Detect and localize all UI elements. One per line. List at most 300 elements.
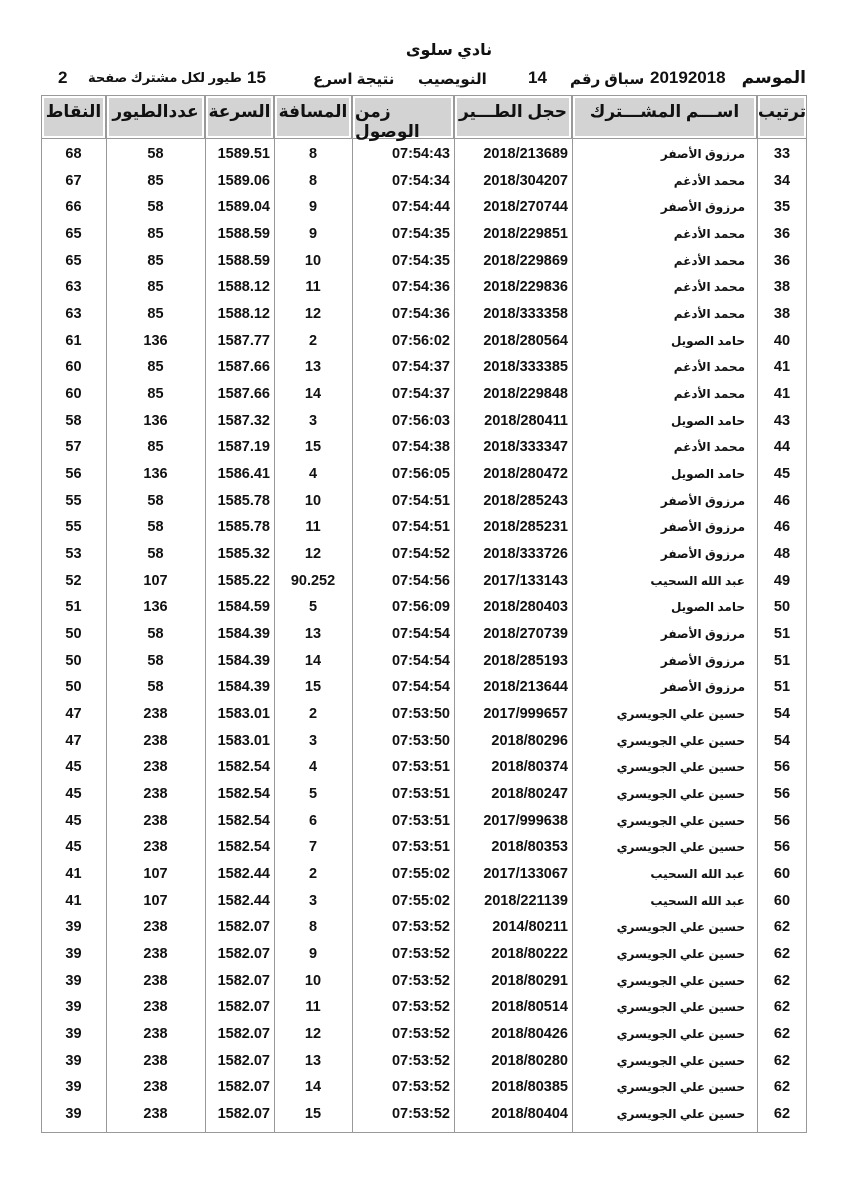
cell-speed: 1588.59: [217, 226, 270, 242]
cell-ring: 2018/80291: [491, 972, 568, 989]
cell-ring: 2018/280403: [483, 599, 568, 616]
cell-points: 45: [65, 759, 82, 776]
table-row: [41, 728, 807, 754]
cell-rank: 38: [773, 279, 791, 296]
cell-name: مرزوق الأصفر: [660, 147, 745, 161]
cell-ring: 2014/80211: [492, 919, 568, 936]
cell-name: عبد الله السحيب: [650, 867, 745, 882]
per-member-page-label: طيور لكل مشترك صفحة: [88, 70, 242, 85]
cell-ring: 2018/270739: [483, 626, 568, 643]
column-divider: [757, 139, 758, 1132]
cell-name: حامد الصويل: [670, 333, 745, 348]
cell-rank: 41: [773, 386, 791, 403]
table-row: [41, 994, 807, 1020]
race-location: النويصيب: [418, 71, 487, 88]
cell-speed: 1582.07: [217, 1106, 270, 1123]
cell-speed: 1582.07: [217, 1026, 270, 1043]
cell-name: محمد الأدغم: [673, 280, 745, 295]
cell-ring: 2018/333726: [483, 546, 568, 563]
cell-time: 07:54:51: [391, 492, 450, 509]
table-row: [41, 461, 807, 487]
cell-speed: 1584.39: [217, 626, 270, 643]
cell-birds: 58: [147, 679, 164, 696]
cell-points: 53: [65, 546, 82, 563]
cell-birds: 107: [143, 572, 168, 589]
cell-speed: 1582.44: [217, 892, 270, 909]
cell-distance: 11: [305, 519, 321, 536]
cell-rank: 62: [773, 919, 791, 936]
cell-name: محمد الأدغم: [673, 227, 745, 241]
cell-time: 07:55:02: [391, 892, 450, 909]
cell-ring: 2018/229869: [483, 252, 568, 269]
cell-points: 58: [65, 412, 82, 429]
cell-time: 07:56:09: [391, 599, 450, 616]
cell-ring: 2018/280411: [484, 412, 568, 429]
cell-birds: 107: [143, 866, 168, 883]
cell-distance: 8: [308, 172, 318, 189]
cell-speed: 1589.06: [217, 172, 270, 189]
header-time: [352, 95, 454, 139]
cell-distance: 9: [308, 199, 318, 216]
column-divider: [572, 139, 573, 1132]
cell-time: 07:54:51: [391, 519, 450, 536]
table-row: [41, 354, 807, 380]
cell-birds: 238: [143, 999, 168, 1016]
table-row: [41, 674, 807, 700]
cell-distance: 15: [304, 679, 322, 696]
cell-distance: 10: [304, 972, 322, 989]
cell-distance: 6: [308, 812, 318, 829]
cell-ring: 2017/999657: [483, 706, 568, 723]
cell-points: 45: [65, 839, 82, 856]
table-row: [41, 861, 807, 887]
table-row: [41, 1021, 807, 1047]
cell-rank: 51: [773, 652, 791, 669]
cell-speed: 1588.12: [217, 306, 270, 323]
cell-points: 57: [65, 439, 82, 456]
cell-rank: 62: [773, 946, 791, 963]
cell-birds: 136: [143, 332, 168, 349]
cell-points: 66: [65, 199, 82, 216]
cell-name: حسين علي الجويسري: [616, 840, 745, 855]
cell-time: 07:53:52: [391, 1079, 450, 1096]
cell-distance: 14: [304, 386, 322, 403]
cell-birds: 107: [143, 892, 168, 909]
cell-birds: 238: [143, 919, 168, 936]
cell-speed: 1582.07: [217, 919, 270, 936]
table-row: [41, 834, 807, 860]
cell-points: 61: [65, 332, 82, 349]
cell-ring: 2018/80385: [491, 1079, 568, 1096]
cell-points: 39: [65, 1052, 82, 1069]
cell-time: 07:54:54: [391, 652, 450, 669]
cell-distance: 3: [308, 412, 318, 429]
table-row: [41, 808, 807, 834]
cell-distance: 15: [304, 1106, 322, 1123]
cell-birds: 238: [143, 706, 168, 723]
table-row: [41, 408, 807, 434]
header-distance: [274, 95, 352, 139]
cell-speed: 1586.41: [217, 466, 270, 483]
cell-time: 07:53:52: [391, 1052, 450, 1069]
cell-birds: 85: [147, 172, 164, 189]
header-distance-label: المسافة: [277, 98, 349, 136]
cell-speed: 1584.39: [217, 679, 270, 696]
table-row: [41, 701, 807, 727]
cell-distance: 11: [305, 999, 321, 1016]
cell-rank: 44: [773, 439, 791, 456]
cell-time: 07:55:02: [391, 866, 450, 883]
cell-ring: 2018/80222: [491, 946, 568, 963]
cell-birds: 238: [143, 839, 168, 856]
cell-name: مرزوق الأصفر: [660, 547, 745, 562]
table-row: [41, 1101, 807, 1127]
cell-birds: 85: [147, 359, 164, 376]
cell-distance: 15: [304, 439, 322, 456]
table-row: [41, 1074, 807, 1100]
cell-rank: 50: [773, 599, 791, 616]
cell-rank: 62: [773, 1052, 791, 1069]
cell-points: 39: [65, 946, 82, 963]
cell-distance: 90.252: [290, 572, 336, 589]
cell-time: 07:53:52: [391, 919, 450, 936]
cell-ring: 2017/133143: [483, 572, 568, 589]
cell-speed: 1587.32: [217, 412, 270, 429]
cell-distance: 14: [304, 652, 322, 669]
cell-ring: 2018/80404: [491, 1106, 568, 1123]
cell-speed: 1582.54: [217, 786, 270, 803]
cell-birds: 238: [143, 1079, 168, 1096]
cell-name: حسين علي الجويسري: [616, 787, 745, 802]
cell-time: 07:54:44: [391, 199, 450, 216]
cell-time: 07:54:38: [391, 439, 450, 456]
header-birds: [106, 95, 205, 139]
cell-distance: 4: [308, 466, 318, 483]
cell-rank: 33: [773, 146, 791, 162]
cell-distance: 13: [304, 626, 322, 643]
column-divider: [205, 139, 206, 1132]
cell-rank: 56: [773, 786, 791, 803]
cell-time: 07:54:43: [391, 146, 450, 162]
cell-distance: 14: [304, 1079, 322, 1096]
cell-name: حسين علي الجويسري: [616, 1107, 745, 1122]
table-row: [41, 221, 807, 247]
table-row: [41, 621, 807, 647]
cell-time: 07:53:50: [391, 706, 450, 723]
table-row: [41, 274, 807, 300]
cell-birds: 85: [147, 279, 164, 296]
column-divider: [41, 139, 42, 1132]
cell-name: مرزوق الأصفر: [660, 520, 745, 535]
table-row: [41, 781, 807, 807]
table-row: [41, 194, 807, 220]
cell-speed: 1587.19: [217, 439, 270, 456]
cell-points: 56: [65, 466, 82, 483]
cell-name: مرزوق الأصفر: [660, 680, 745, 695]
cell-time: 07:54:37: [391, 359, 450, 376]
cell-speed: 1585.78: [217, 492, 270, 509]
cell-speed: 1585.32: [217, 546, 270, 563]
cell-time: 07:53:51: [391, 839, 450, 856]
cell-rank: 56: [773, 839, 791, 856]
cell-speed: 1585.78: [217, 519, 270, 536]
cell-speed: 1587.66: [217, 386, 270, 403]
cell-points: 63: [65, 279, 82, 296]
cell-name: عبد الله السحيب: [650, 893, 745, 908]
cell-rank: 46: [773, 519, 791, 536]
cell-speed: 1589.04: [217, 199, 270, 216]
cell-birds: 58: [147, 652, 164, 669]
fastest-count: 15: [247, 68, 266, 87]
cell-name: حامد الصويل: [670, 467, 745, 482]
cell-ring: 2018/80514: [491, 999, 568, 1016]
cell-ring: 2018/285193: [483, 652, 568, 669]
cell-time: 07:53:50: [391, 732, 450, 749]
cell-points: 51: [65, 599, 82, 616]
cell-speed: 1584.39: [217, 652, 270, 669]
cell-ring: 2018/229851: [483, 226, 568, 242]
cell-time: 07:53:52: [391, 972, 450, 989]
header-name-label: اســـم المشـــترك: [575, 98, 754, 136]
cell-speed: 1582.44: [217, 866, 270, 883]
cell-name: عبد الله السحيب: [650, 573, 745, 588]
cell-rank: 35: [773, 199, 791, 216]
cell-distance: 3: [308, 892, 318, 909]
cell-rank: 41: [773, 359, 791, 376]
cell-time: 07:53:51: [391, 786, 450, 803]
cell-speed: 1585.22: [217, 572, 270, 589]
page-number: 2: [58, 68, 68, 87]
table-row: [41, 301, 807, 327]
column-divider: [106, 139, 107, 1132]
cell-distance: 2: [308, 332, 318, 349]
table-row: [41, 1048, 807, 1074]
cell-birds: 136: [143, 412, 168, 429]
cell-rank: 62: [773, 972, 791, 989]
cell-distance: 13: [304, 1052, 322, 1069]
cell-rank: 56: [773, 812, 791, 829]
cell-name: حسين علي الجويسري: [616, 707, 745, 722]
cell-rank: 51: [773, 679, 791, 696]
table-row: [41, 168, 807, 194]
cell-name: حسين علي الجويسري: [616, 1027, 745, 1042]
season-label: الموسم: [741, 68, 806, 87]
cell-ring: 2018/80247: [491, 786, 568, 803]
cell-points: 39: [65, 999, 82, 1016]
cell-birds: 238: [143, 812, 168, 829]
table-row: [41, 968, 807, 994]
cell-rank: 45: [773, 466, 791, 483]
cell-time: 07:54:34: [391, 172, 450, 189]
cell-rank: 43: [773, 412, 791, 429]
cell-points: 60: [65, 359, 82, 376]
cell-birds: 85: [147, 252, 164, 269]
cell-ring: 2018/80374: [491, 759, 568, 776]
cell-time: 07:54:35: [391, 226, 450, 242]
cell-speed: 1587.77: [217, 332, 270, 349]
cell-ring: 2018/80296: [491, 732, 568, 749]
cell-ring: 2018/229848: [483, 386, 568, 403]
header-rank: [757, 95, 807, 139]
cell-points: 50: [65, 626, 82, 643]
fastest-label: نتيجة اسرع: [313, 71, 395, 88]
cell-points: 47: [65, 706, 82, 723]
cell-rank: 36: [773, 252, 791, 269]
table-row: [41, 141, 807, 167]
cell-rank: 62: [773, 1106, 791, 1123]
cell-ring: 2018/285231: [483, 519, 568, 536]
table-bottom-line: [41, 1132, 807, 1133]
cell-distance: 9: [308, 946, 318, 963]
cell-points: 55: [65, 519, 82, 536]
cell-name: محمد الأدغم: [673, 440, 745, 455]
cell-birds: 238: [143, 786, 168, 803]
cell-name: محمد الأدغم: [673, 360, 745, 375]
cell-speed: 1583.01: [217, 732, 270, 749]
cell-birds: 238: [143, 972, 168, 989]
race-label: سباق رقم: [570, 71, 645, 88]
header-time-label: زمن الوصول: [355, 98, 451, 136]
cell-rank: 62: [773, 1079, 791, 1096]
cell-distance: 2: [308, 866, 318, 883]
season-value: 20192018: [650, 68, 726, 87]
cell-speed: 1582.07: [217, 1079, 270, 1096]
cell-birds: 136: [143, 599, 168, 616]
header-ring-label: حجل الطـــير: [457, 98, 569, 136]
table-row: [41, 434, 807, 460]
cell-distance: 12: [304, 1026, 322, 1043]
cell-rank: 51: [773, 626, 791, 643]
table-row: [41, 888, 807, 914]
cell-distance: 9: [308, 226, 318, 242]
cell-ring: 2018/280472: [483, 466, 568, 483]
cell-rank: 40: [773, 332, 791, 349]
cell-rank: 34: [773, 172, 791, 189]
cell-birds: 85: [147, 386, 164, 403]
cell-name: حسين علي الجويسري: [616, 760, 745, 775]
cell-points: 39: [65, 1106, 82, 1123]
cell-name: حسين علي الجويسري: [616, 1000, 745, 1015]
cell-ring: 2018/280564: [483, 332, 568, 349]
table-row: [41, 514, 807, 540]
cell-name: محمد الأدغم: [673, 173, 745, 188]
cell-time: 07:54:36: [391, 306, 450, 323]
cell-name: محمد الأدغم: [673, 387, 745, 402]
table-row: [41, 648, 807, 674]
cell-birds: 58: [147, 199, 164, 216]
cell-speed: 1588.59: [217, 252, 270, 269]
cell-name: حسين علي الجويسري: [616, 920, 745, 935]
cell-ring: 2018/221139: [484, 892, 568, 909]
column-divider: [806, 139, 807, 1132]
cell-name: محمد الأدغم: [673, 307, 745, 322]
cell-speed: 1583.01: [217, 706, 270, 723]
cell-ring: 2018/80353: [491, 839, 568, 856]
column-divider: [454, 139, 455, 1132]
cell-time: 07:56:02: [391, 332, 450, 349]
cell-distance: 12: [304, 306, 322, 323]
cell-points: 60: [65, 386, 82, 403]
cell-time: 07:54:54: [391, 626, 450, 643]
column-divider: [274, 139, 275, 1132]
cell-name: مرزوق الأصفر: [660, 653, 745, 668]
cell-rank: 54: [773, 706, 791, 723]
cell-name: حامد الصويل: [670, 600, 745, 615]
cell-birds: 58: [147, 146, 164, 162]
cell-time: 07:54:35: [391, 252, 450, 269]
cell-birds: 238: [143, 1026, 168, 1043]
cell-points: 52: [65, 572, 82, 589]
cell-speed: 1584.59: [217, 599, 270, 616]
cell-distance: 10: [304, 252, 322, 269]
cell-name: حسين علي الجويسري: [616, 1053, 745, 1068]
cell-birds: 58: [147, 492, 164, 509]
cell-distance: 13: [304, 359, 322, 376]
cell-time: 07:53:51: [391, 812, 450, 829]
cell-speed: 1582.54: [217, 812, 270, 829]
cell-birds: 238: [143, 1106, 168, 1123]
cell-speed: 1582.07: [217, 1052, 270, 1069]
cell-points: 65: [65, 252, 82, 269]
table-row: [41, 248, 807, 274]
cell-name: حسين علي الجويسري: [616, 973, 745, 988]
cell-distance: 10: [304, 492, 322, 509]
cell-distance: 8: [308, 146, 318, 162]
cell-birds: 58: [147, 546, 164, 563]
cell-time: 07:53:52: [391, 946, 450, 963]
cell-name: حسين علي الجويسري: [616, 1080, 745, 1095]
header-points-label: النقاط: [44, 98, 103, 136]
cell-points: 39: [65, 1026, 82, 1043]
cell-name: محمد الأدغم: [673, 253, 745, 268]
header-speed: [205, 95, 274, 139]
cell-rank: 49: [773, 572, 791, 589]
cell-rank: 60: [773, 866, 791, 883]
header-points: [41, 95, 106, 139]
cell-points: 50: [65, 652, 82, 669]
cell-birds: 238: [143, 759, 168, 776]
table-row: [41, 488, 807, 514]
cell-time: 07:56:03: [391, 412, 450, 429]
cell-ring: 2018/285243: [483, 492, 568, 509]
cell-distance: 8: [308, 919, 318, 936]
cell-points: 41: [65, 866, 82, 883]
cell-rank: 56: [773, 759, 791, 776]
header-name: [572, 95, 757, 139]
header-ring: [454, 95, 572, 139]
cell-birds: 136: [143, 466, 168, 483]
cell-name: مرزوق الأصفر: [660, 493, 745, 508]
cell-points: 55: [65, 492, 82, 509]
cell-birds: 85: [147, 439, 164, 456]
cell-distance: 5: [308, 599, 318, 616]
table-row: [41, 914, 807, 940]
cell-ring: 2017/999638: [483, 812, 568, 829]
table-row: [41, 381, 807, 407]
cell-ring: 2018/80280: [491, 1052, 568, 1069]
cell-ring: 2018/229836: [483, 279, 568, 296]
cell-rank: 48: [773, 546, 791, 563]
cell-ring: 2018/270744: [483, 199, 568, 216]
cell-birds: 238: [143, 946, 168, 963]
cell-time: 07:54:37: [391, 386, 450, 403]
cell-points: 68: [65, 146, 82, 162]
cell-points: 39: [65, 1079, 82, 1096]
cell-ring: 2018/80426: [491, 1026, 568, 1043]
cell-distance: 11: [305, 279, 321, 296]
cell-speed: 1582.54: [217, 759, 270, 776]
header-birds-label: عددالطيور: [109, 98, 202, 136]
